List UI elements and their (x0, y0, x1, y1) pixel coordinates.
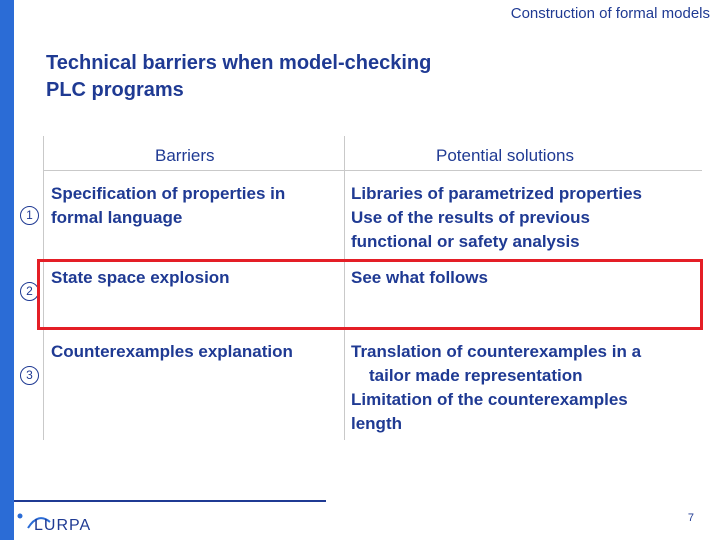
row-3-solution (351, 340, 641, 436)
row-1-barrier-line-1: Specification of properties in (51, 184, 286, 203)
row-1-barrier-line-2: formal language (51, 208, 183, 227)
page-number: 7 (687, 512, 694, 524)
row-number-2: 2 (20, 282, 39, 301)
row-3-solution-line-3: Limitation of the counterexamples (351, 390, 628, 409)
row-number-3: 3 (20, 366, 39, 385)
slide-title-line-1: Technical barriers when model-checking (46, 52, 432, 74)
row-3-solution-line-2: tailor made representation (369, 366, 583, 385)
footer-rule (14, 500, 326, 502)
table-header-rule (44, 170, 702, 171)
row-1-solution-line-1: Libraries of parametrized properties (351, 184, 642, 203)
row-1-solution (351, 182, 642, 254)
section-header: Construction of formal models (510, 5, 710, 22)
slide-title-line-2: PLC programs (46, 79, 184, 101)
header-barriers: Barriers (155, 146, 215, 165)
highlight-box (37, 259, 703, 330)
row-3-solution-line-4: length (351, 414, 402, 433)
row-1-solution-line-2: Use of the results of previous (351, 208, 590, 227)
row-2-solution-line-1: See what follows (351, 268, 488, 287)
row-3-barrier (51, 340, 293, 364)
header-solutions: Potential solutions (436, 146, 574, 165)
row-3-solution-line-1: Translation of counterexamples in a (351, 342, 642, 361)
logo-text: LURPA (34, 517, 92, 534)
lurpa-logo (16, 508, 106, 534)
row-1-barrier (51, 182, 285, 230)
row-3-barrier-line-1: Counterexamples explanation (51, 342, 293, 361)
row-number-1: 1 (20, 206, 39, 225)
row-1-solution-line-3: functional or safety analysis (351, 232, 580, 251)
row-2-barrier-line-1: State space explosion (51, 268, 230, 287)
